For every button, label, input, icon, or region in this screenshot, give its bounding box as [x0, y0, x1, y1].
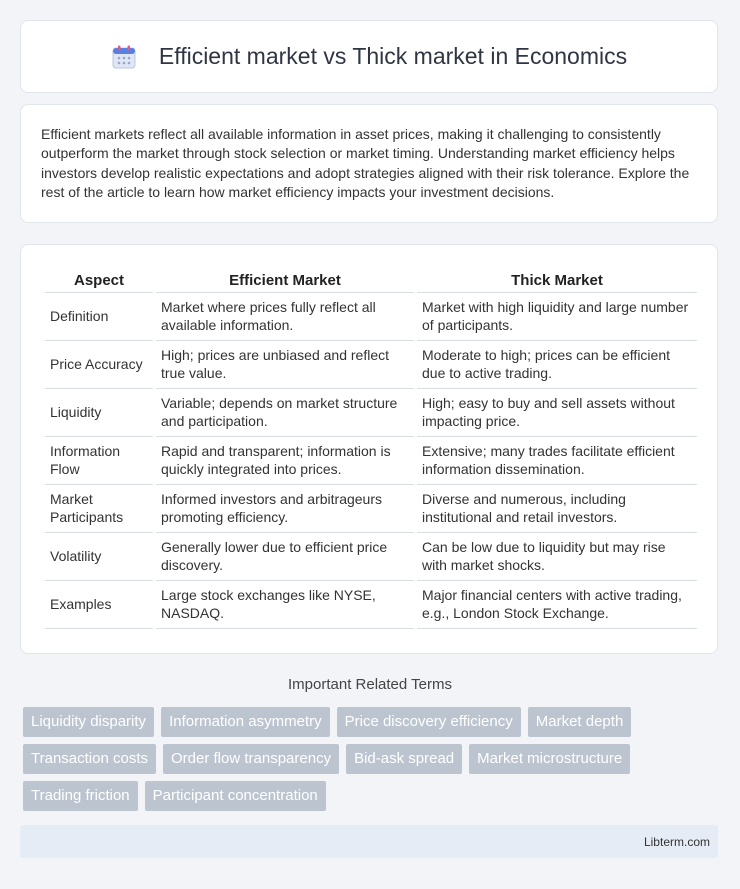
tag-transaction-costs[interactable]: Transaction costs	[23, 744, 156, 774]
row-aspect: Information Flow	[45, 437, 153, 485]
row-thick: Diverse and numerous, including institutional and retail investors.	[417, 485, 697, 533]
tag-trading-friction[interactable]: Trading friction	[23, 781, 138, 811]
row-aspect: Price Accuracy	[45, 341, 153, 389]
row-efficient: Variable; depends on market structure and participation.	[156, 389, 414, 437]
tag-market-microstructure[interactable]: Market microstructure	[469, 744, 630, 774]
row-thick: Market with high liquidity and large number of participants.	[417, 293, 697, 341]
row-efficient: Large stock exchanges like NYSE, NASDAQ.	[156, 581, 414, 629]
row-thick: Major financial centers with active trading, e.g., London Stock Exchange.	[417, 581, 697, 629]
row-aspect: Volatility	[45, 533, 153, 581]
page-title: Efficient market vs Thick market in Economics	[158, 43, 628, 69]
row-thick: Moderate to high; prices can be efficient due to active trading.	[417, 341, 697, 389]
tag-bid-ask-spread[interactable]: Bid-ask spread	[346, 744, 462, 774]
comparison-card	[20, 244, 718, 654]
footer	[20, 825, 718, 858]
row-thick: Can be low due to liquidity but may rise with market shocks.	[417, 533, 697, 581]
calendar-icon	[111, 44, 137, 70]
table-row	[45, 341, 697, 389]
header-aspect: Aspect	[45, 265, 153, 293]
row-efficient: Informed investors and arbitrageurs promoting efficiency.	[156, 485, 414, 533]
table-row	[45, 293, 697, 341]
row-efficient: High; prices are unbiased and reflect true value.	[156, 341, 414, 389]
tag-information-asymmetry[interactable]: Information asymmetry	[161, 707, 330, 737]
table-row	[45, 533, 697, 581]
footer-site-link[interactable]: Libterm.com	[643, 834, 710, 849]
row-aspect: Examples	[45, 581, 153, 629]
table-row	[45, 581, 697, 629]
row-efficient: Market where prices fully reflect all available information.	[156, 293, 414, 341]
table-row	[45, 389, 697, 437]
header-thick-market: Thick Market	[417, 265, 697, 293]
row-efficient: Rapid and transparent; information is quickly integrated into prices.	[156, 437, 414, 485]
tag-order-flow-transparency[interactable]: Order flow transparency	[163, 744, 339, 774]
intro-card	[20, 104, 718, 223]
tag-market-depth[interactable]: Market depth	[528, 707, 632, 737]
table-row	[45, 485, 697, 533]
tag-price-discovery-efficiency[interactable]: Price discovery efficiency	[337, 707, 521, 737]
table-header-row	[45, 265, 697, 293]
tag-liquidity-disparity[interactable]: Liquidity disparity	[23, 707, 154, 737]
row-efficient: Generally lower due to efficient price discovery.	[156, 533, 414, 581]
title-card	[20, 20, 718, 93]
row-aspect: Definition	[45, 293, 153, 341]
comparison-table	[42, 265, 700, 629]
row-thick: High; easy to buy and sell assets without impacting price.	[417, 389, 697, 437]
header-efficient-market: Efficient Market	[156, 265, 414, 293]
table-row	[45, 437, 697, 485]
row-aspect: Liquidity	[45, 389, 153, 437]
tag-participant-concentration[interactable]: Participant concentration	[145, 781, 326, 811]
intro-text: Efficient markets reflect all available information in asset prices, making it challenging to consistently outperform the market through stock selection or market timing. Understanding market efficiency helps investors develop realistic expectations and adopt strategies aligned with their risk tolerance. Explore the rest of the article to learn how market efficiency impacts your investment decisions.	[41, 126, 690, 200]
row-aspect: Market Participants	[45, 485, 153, 533]
row-thick: Extensive; many trades facilitate efficient information dissemination.	[417, 437, 697, 485]
related-terms-list	[23, 707, 723, 811]
related-terms-title: Important Related Terms	[288, 676, 452, 693]
